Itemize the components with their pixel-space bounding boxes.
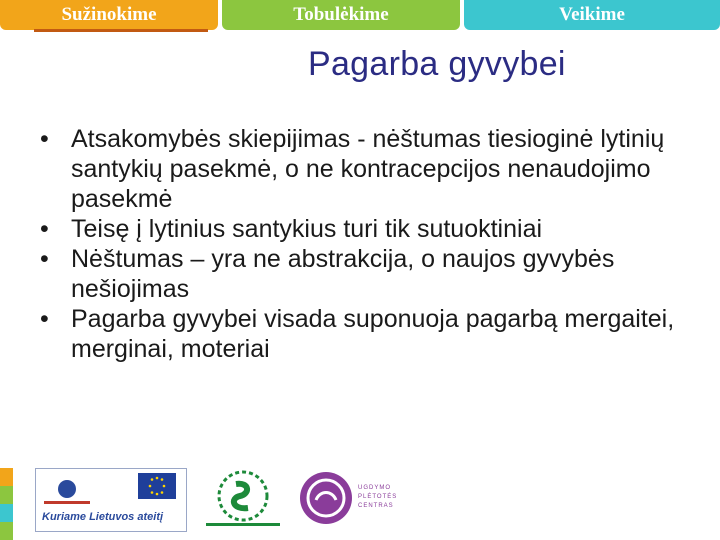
slide-title: Pagarba gyvybei — [308, 45, 566, 83]
esf-logo — [35, 468, 187, 532]
side-color-stripes — [0, 468, 13, 540]
bullet-item — [40, 244, 715, 304]
partnership-emblem-icon — [40, 475, 94, 507]
bullet-text: Teisę į lytinius santykius turi tik sutuoktiniai — [71, 215, 543, 243]
bullet-text: Nėštumas – yra ne abstrakcija, o naujos gyvybės nešiojimas — [71, 245, 615, 303]
tab-tobulekime[interactable] — [222, 0, 460, 30]
bullet-dot: • — [40, 245, 49, 273]
tab-tobulekime-label: Tobulėkime — [293, 4, 389, 25]
esf-logo-caption: Kuriame Lietuvos ateitį — [42, 511, 164, 523]
bullet-dot: • — [40, 215, 49, 243]
upc-emblem-icon — [298, 470, 354, 526]
upc-logo — [298, 468, 408, 530]
bullet-dot: • — [40, 305, 49, 333]
bullet-text: Atsakomybės skiepijimas - nėštumas tiesioginė lytinių santykių pasekmė, o ne kontracepcijos nenaudojimo pasekmė — [71, 125, 665, 213]
bullet-item — [40, 214, 715, 244]
ministry-logo-icon — [200, 468, 286, 530]
bullet-dot: • — [40, 125, 49, 153]
tab-veikime-label: Veikime — [559, 4, 625, 25]
eu-flag-icon — [138, 473, 176, 499]
tab-suzinokime-label: Sužinokime — [61, 4, 157, 25]
bullet-item — [40, 304, 715, 364]
tab-veikime[interactable] — [464, 0, 720, 30]
tab-suzinokime[interactable] — [0, 0, 218, 30]
active-tab-underline — [34, 29, 208, 32]
bullet-item — [40, 124, 715, 214]
bullet-list — [40, 124, 715, 364]
upc-logo-text: UGDYMO PLĖTOTĖS CENTRAS — [358, 485, 398, 509]
bullet-text: Pagarba gyvybei visada suponuoja pagarbą mergaitei, merginai, moteriai — [71, 305, 675, 363]
